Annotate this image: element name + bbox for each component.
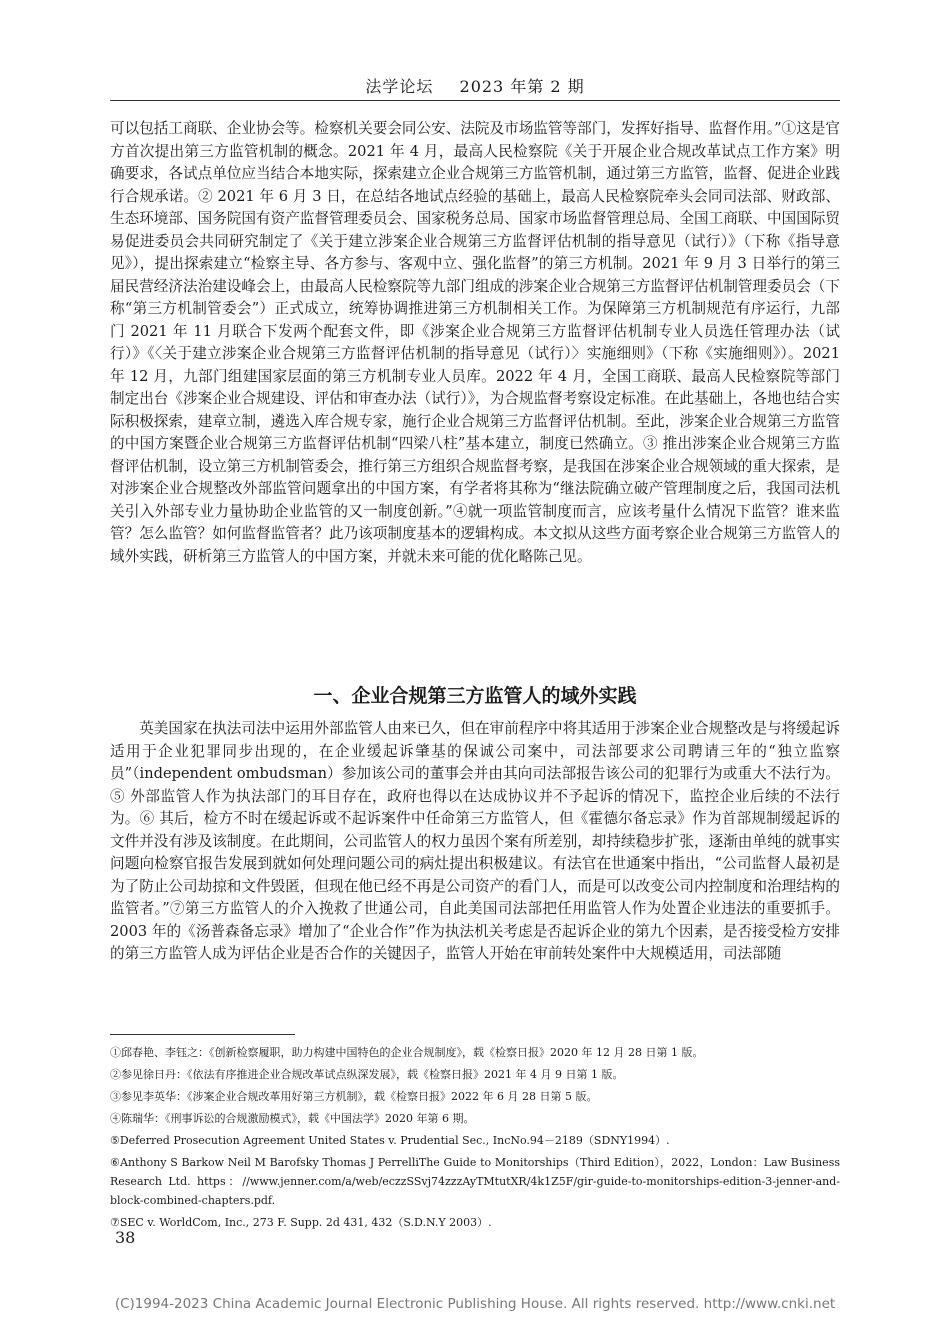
page-number: 38	[115, 1228, 136, 1247]
footnote: ④陈瑞华：《刑事诉讼的合规激励模式》，载《中国法学》2020 年第 6 期。	[110, 1112, 475, 1125]
footnote: ③参见李英华：《涉案企业合规改革用好第三方机制》，载《检察日报》2022 年 6 月 28 日第 5 版。	[110, 1090, 598, 1103]
header-rule	[110, 100, 840, 101]
footnote: ①邱春艳、李钰之：《创新检察履职，助力构建中国特色的企业合规制度》，载《检察日报》2020 年 12 月 28 日第 1 版。	[110, 1046, 704, 1059]
section-paragraph: 英美国家在执法司法中运用外部监管人由来已久，但在审前程序中将其适用于涉案企业合规整改是与将缓起诉适用于企业犯罪同步出现的，在企业缓起诉肇基的保诚公司案中，司法部要求公司聘请三年的“独立监察员”（independent ombudsman）参加该公司的董事会并由其向司法部报告该公司的犯罪行为或重大不法行为。⑤ 外部监管人作为执法部门的耳目存在，政府也得以在达成协议并不予起诉的情况下，监控企业后续的不法行为。⑥ 其后，检方不时在缓起诉或不起诉案件中任命第三方监管人，但《霍德尔备忘录》作为首部规制缓起诉的文件并没有涉及该制度。在此期间，公司监管人的权力虽因个案有所差别，却持续稳步扩张，逐渐由单纯的就事实问题向检察官报告发展到就如何处理问题公司的病灶提出积极建议。有法官在世通案中指出，“公司监督人最初是为了防止公司劫掠和文件毁匿，但现在他已经不再是公司资产的看门人，而是可以改变公司内控制度和治理结构的监管者。”⑦第三方监管人的介入挽救了世通公司，自此美国司法部把任用监管人作为处置企业违法的重要抓手。2003 年的《汤普森备忘录》增加了“企业合作”作为执法机关考虑是否起诉企业的第九个因素，是否接受检方安排的第三方监管人成为评估企业是否合作的关键因子，监管人开始在审前转处案件中大规模适用，司法部随	[110, 720, 840, 962]
section-title: 一、企业合规第三方监管人的域外实践	[313, 685, 637, 707]
running-header	[0, 74, 950, 97]
intro-text-block	[110, 118, 840, 568]
footnote: ⑦SEC v. WorldCom, Inc., 273 F. Supp. 2d 431, 432（S.D.N.Y 2003）.	[110, 1216, 492, 1229]
journal-name: 法学论坛	[365, 77, 434, 96]
footnote-separator	[110, 1034, 295, 1035]
footnote: ⑥Anthony S Barkow Neil M Barofsky Thomas J PerrelliThe Guide to Monitorships（Third Edition），2022，London：Law Business Research Ltd. https：//www.jenner.com/a/web/eczzSSvj74zzzAyTMtutXR/4k1Z5F/gir-guide-to-monitorships-edition-3-jenner-and-block-combined-chapters.pdf.	[110, 1156, 840, 1207]
issue-label: 2023 年第 2 期	[459, 77, 585, 96]
copyright-notice: (C)1994-2023 China Academic Journal Electronic Publishing House. All rights reserved. http://www.cnki.net	[114, 1296, 836, 1312]
footnote: ②参见徐日丹：《依法有序推进企业合规改革试点纵深发展》，载《检察日报》2021 年 4 月 9 日第 1 版。	[110, 1068, 624, 1081]
footnote: ⑤Deferred Prosecution Agreement United States v. Prudential Sec., IncNo.94－2189（SDNY1994）.	[110, 1134, 670, 1147]
section-text-block	[110, 718, 840, 966]
intro-paragraph: 可以包括工商联、企业协会等。检察机关要会同公安、法院及市场监管等部门，发挥好指导、监督作用。”①这是官方首次提出第三方监管机制的概念。2021 年 4 月，最高人民检察院《关于开展企业合规改革试点工作方案》明确要求，各试点单位应当结合本地实际，探索建立企业合规第三方监管机制，通过第三方监管，监督、促进企业践行合规承诺。② 2021 年 6 月 3 日，在总结各地试点经验的基础上，最高人民检察院牵头会同司法部、财政部、生态环境部、国务院国有资产监督管理委员会、国家税务总局、国家市场监督管理总局、全国工商联、中国国际贸易促进委员会共同研究制定了《关于建立涉案企业合规第三方监督评估机制的指导意见（试行）》（下称《指导意见》），提出探索建立“检察主导、各方参与、客观中立、强化监督”的第三方机制。2021 年 9 月 3 日举行的第三届民营经济法治建设峰会上，由最高人民检察院等九部门组成的涉案企业合规第三方监督评估机制管理委员会（下称“第三方机制管委会”）正式成立，统筹协调推进第三方机制相关工作。为保障第三方机制规范有序运行，九部门 2021 年 11 月联合下发两个配套文件，即《涉案企业合规第三方监督评估机制专业人员选任管理办法（试行）》《〈关于建立涉案企业合规第三方监督评估机制的指导意见（试行）〉实施细则》（下称《实施细则》）。2021 年 12 月，九部门组建国家层面的第三方机制专业人员库。2022 年 4 月，全国工商联、最高人民检察院等部门制定出台《涉案企业合规建设、评估和审查办法（试行）》，为合规监督考察设定标准。在此基础上，各地也结合实际积极探索，建章立制，遴选入库合规专家，施行企业合规第三方监督评估机制。至此，涉案企业合规第三方监管的中国方案暨企业合规第三方监督评估机制“四梁八柱”基本建立，制度已然确立。③ 推出涉案企业合规第三方监督评估机制，设立第三方机制管委会，推行第三方组织合规监督考察，是我国在涉案企业合规领域的重大探索，是对涉案企业合规整改外部监管问题拿出的中国方案，有学者将其称为“继法院确立破产管理制度之后，我国司法机关引入外部专业力量协助企业监管的又一制度创新。”④就一项监管制度而言，应该考量什么情况下监管？谁来监管？怎么监管？如何监督监管者？此乃该项制度基本的逻辑构成。本文拟从这些方面考察企业合规第三方监管人的域外实践，研析第三方监管人的中国方案，并就未来可能的优化略陈己见。	[110, 120, 840, 565]
footnotes	[110, 1043, 840, 1235]
